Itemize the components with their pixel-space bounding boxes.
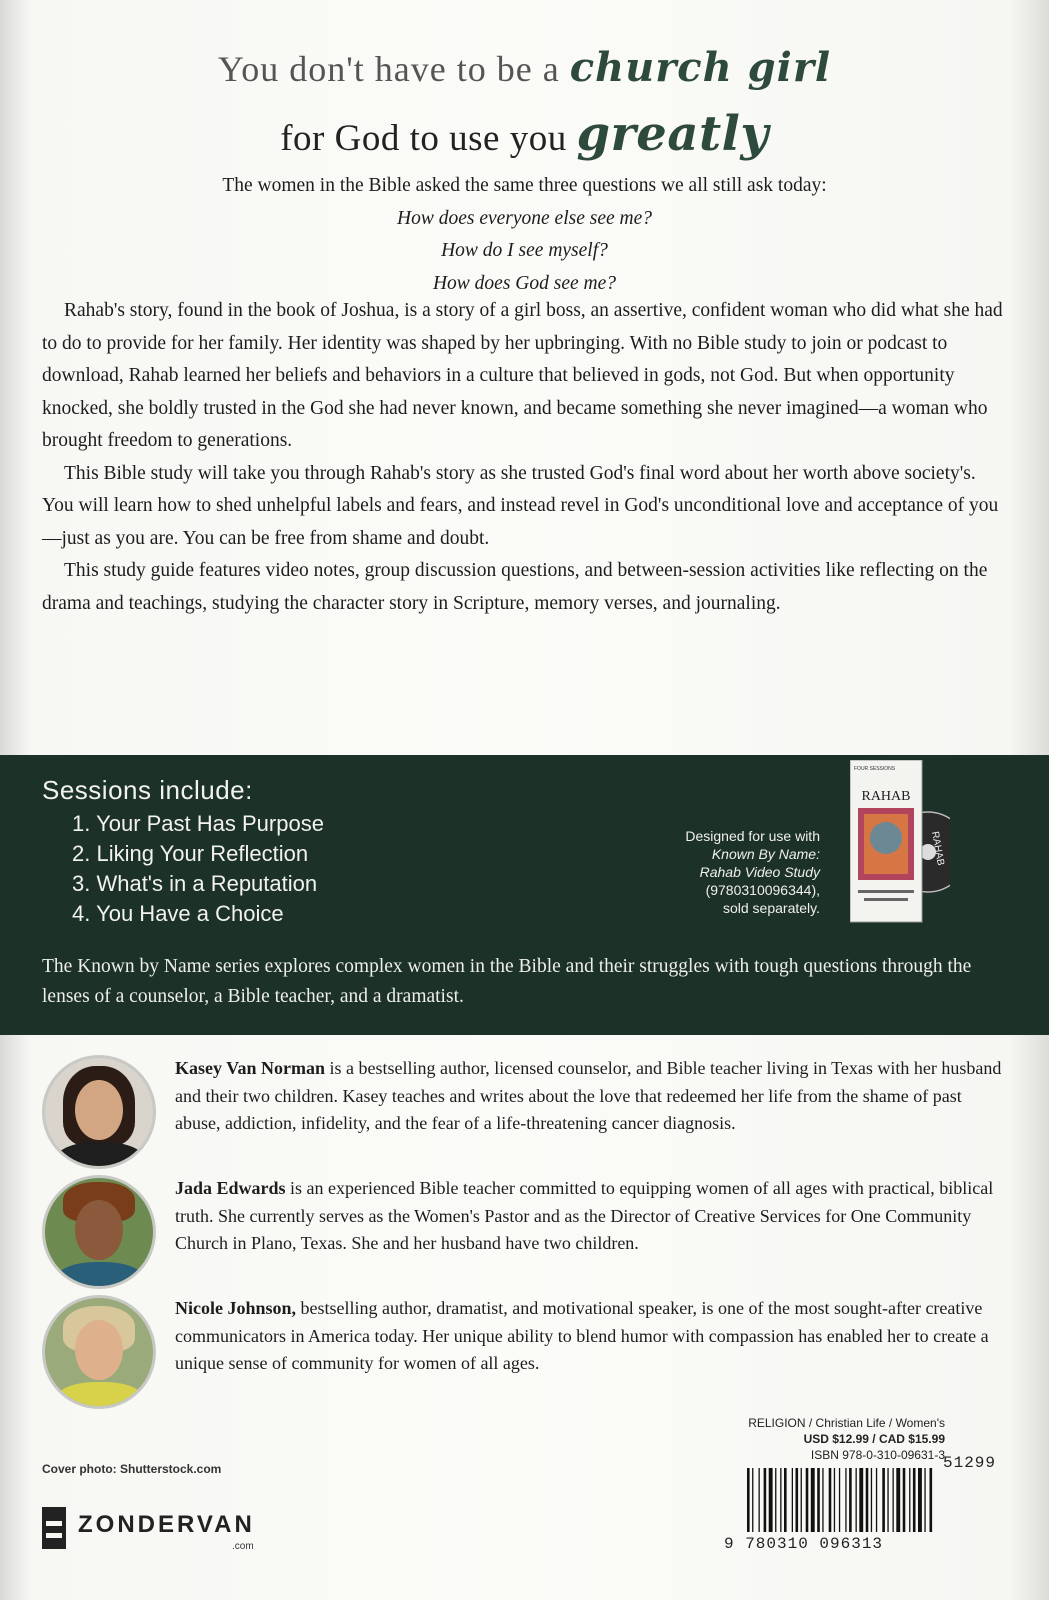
headline-line-2: [0, 106, 1049, 162]
author-kasey: [42, 1055, 1007, 1170]
designed-for-note: [600, 827, 820, 917]
dvd-top-label: FOUR SESSIONS: [854, 766, 896, 772]
designed-line-4: (9780310096344),: [705, 882, 820, 898]
category-label: RELIGION / Christian Life / Women's: [748, 1416, 945, 1430]
avatar: [42, 1175, 156, 1289]
paragraph-features: This study guide features video notes, group discussion questions, and between-session activities like reflecting on the drama and teachings, studying the character story in Scripture, memory verses, and journaling.: [42, 560, 988, 614]
headline-line-1-text: You don't have to be a: [217, 49, 560, 89]
sessions-band: [0, 755, 1049, 1035]
publisher-name: ZONDERVAN: [78, 1511, 255, 1538]
author-bio: [175, 1055, 1005, 1138]
sessions-list: [72, 809, 324, 929]
author-bio: [175, 1175, 1005, 1258]
avatar: [42, 1055, 156, 1169]
author-bio-text: is an experienced Bible teacher committed to equipping women of all ages with practical, biblical truth. She currently serves as the Women's Pastor and as the Director of Creative Services for One Community Church in Plano, Texas. She and her husband have two children.: [175, 1178, 994, 1253]
author-jada: [42, 1175, 1007, 1290]
intro-question-1: How does everyone else see me?: [396, 207, 653, 229]
dvd-cover-image: [850, 760, 950, 925]
paragraph-rahab-story: Rahab's story, found in the book of Joshua, is a story of a girl boss, an assertive, confident woman who did what she had to do to provide for her family. Her identity was shaped by her upbringing. With no Bible study to join or podcast to download, Rahab learned her beliefs and behaviors in a culture that believed in gods, not God. But when opportunity knocked, she boldly trusted in the God she had never known, and became something she never imagined—a woman who brought freedom to generations.: [42, 300, 1003, 451]
intro-block: [42, 170, 1007, 300]
publisher-logo: [42, 1505, 302, 1555]
author-bio-text: is a bestselling author, licensed counselor, and Bible teacher living in Texas with her husband and their two children. Kasey teaches and writes about the love that redeemed her life from the shame of past abuse, addiction, infidelity, and the fear of a life-threatening cancer diagnosis.: [175, 1058, 1002, 1133]
designed-line-5: sold separately.: [722, 900, 820, 916]
price-code: 51299: [943, 1454, 997, 1472]
headline-line-1-script: church girl: [569, 44, 832, 91]
isbn-label: ISBN 978-0-310-09631-3: [810, 1448, 945, 1462]
author-name: Kasey Van Norman: [175, 1058, 326, 1078]
intro-question-2: How do I see myself?: [441, 240, 608, 261]
intro-question-3: How does God see me?: [432, 272, 617, 294]
author-bio: [175, 1295, 1005, 1378]
intro-lead: The women in the Bible asked the same three questions we all still ask today:: [222, 175, 827, 196]
session-item: 2. Liking Your Reflection: [72, 841, 309, 866]
dvd-title: RAHAB: [861, 789, 911, 804]
author-name: Jada Edwards: [175, 1178, 286, 1198]
designed-line-2: Known By Name:: [711, 846, 820, 862]
author-bio-text: bestselling author, dramatist, and motivational speaker, is one of the most sought-after creative communicators in America today. Her unique ability to blend humor with compassion has enabled her to create a unique sense of community for women of all ages.: [175, 1298, 989, 1373]
session-item: 1. Your Past Has Purpose: [72, 811, 324, 836]
session-item: 3. What's in a Reputation: [72, 871, 318, 896]
series-description: The Known by Name series explores complex women in the Bible and their struggles with tough questions through the lenses of a counselor, a Bible teacher, and a dramatist.: [42, 956, 972, 1007]
paragraph-study-overview: This Bible study will take you through Rahab's story as she trusted God's final word about her worth above society's. You will learn how to shed unhelpful labels and fears, and instead revel in God's unconditional love and acceptance of you—just as you are. You can be free from shame and doubt.: [42, 462, 999, 549]
description: [42, 295, 1007, 620]
zondervan-mark-icon: [42, 1507, 66, 1549]
author-name: Nicole Johnson,: [175, 1298, 297, 1318]
barcode-number: 9 780310 096313: [724, 1535, 884, 1553]
session-item: 4. You Have a Choice: [72, 901, 284, 926]
designed-line-1: Designed for use with: [685, 828, 820, 844]
author-nicole: [42, 1295, 1007, 1410]
headline-line-1: [0, 44, 1049, 91]
avatar: [42, 1295, 156, 1409]
publisher-suffix: .com: [232, 1541, 254, 1552]
cover-photo-credit: Cover photo: Shutterstock.com: [42, 1462, 222, 1476]
price-label: USD $12.99 / CAD $15.99: [803, 1432, 945, 1446]
pricing-block: [700, 1415, 945, 1463]
dvd-side-label: RAHAB: [929, 830, 946, 867]
designed-line-3: Rahab Video Study: [699, 864, 820, 880]
headline-line-2-script: greatly: [576, 106, 769, 162]
headline-line-2-text: for God to use you: [280, 118, 567, 159]
sessions-title: Sessions include:: [42, 775, 253, 805]
